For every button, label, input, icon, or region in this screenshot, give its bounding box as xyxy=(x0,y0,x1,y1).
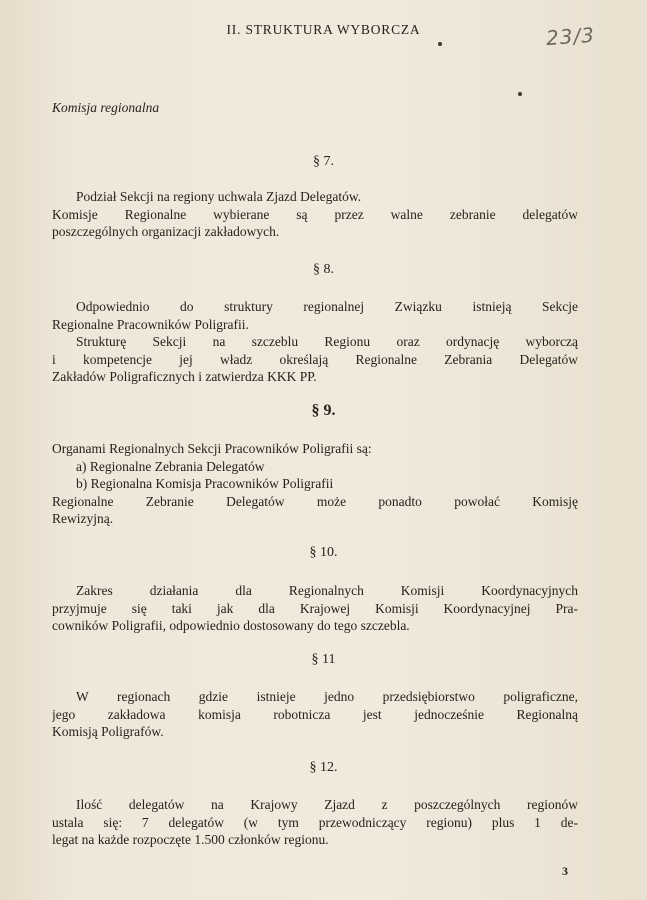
section-number: § 9. xyxy=(311,402,336,419)
text-line: Komisje Regionalne wybierane są przez walne zebranie delegatów xyxy=(52,206,578,222)
text-line: Podział Sekcji na regiony uchwala Zjazd Delegatów. xyxy=(76,189,362,204)
ink-dot xyxy=(518,92,522,96)
text-line: Odpowiednio do struktury regionalnej Związku istnieją Sekcje xyxy=(76,299,578,314)
text-line: legat na każde rozpoczęte 1.500 członków regionu. xyxy=(52,832,329,848)
list-item: a) Regionalne Zebrania Delegatów xyxy=(76,458,265,474)
text-line: Komisją Poligrafów. xyxy=(52,724,164,740)
text-line: Regionalne Pracowników Poligrafii. xyxy=(52,316,249,332)
text-line: poszczególnych organizacji zakładowych. xyxy=(52,224,280,240)
page-number: 3 xyxy=(562,864,568,878)
text-line: Regionalne Zebranie Delegatów może ponadto powołać Komisję xyxy=(52,493,578,509)
section-number: § 11 xyxy=(311,652,336,667)
text-line: Zakładów Poligraficznych i zatwierdza KKK PP. xyxy=(52,369,317,385)
text-line: Zakres działania dla Regionalnych Komisji Koordynacyjnych xyxy=(76,583,578,598)
text-line: i kompetencje jej władz określają Regionalne Zebrania Delegatów xyxy=(52,351,578,367)
text-line: cowników Poligrafii, odpowiednio dostosowany do tego szczebla. xyxy=(52,618,410,634)
text-line: ustala się: 7 delegatów (w tym przewodniczący regionu) plus 1 de- xyxy=(52,814,578,830)
text-line: Rewizyjną. xyxy=(52,511,114,527)
chapter-title: II. STRUKTURA WYBORCZA xyxy=(226,22,421,37)
text-line: W regionach gdzie istnieje jedno przedsiębiorstwo poligraficzne, xyxy=(76,689,578,704)
ink-dot xyxy=(438,42,442,46)
section-number: § 8. xyxy=(313,262,334,277)
section-number: § 10. xyxy=(309,545,338,560)
text-line: Organami Regionalnych Sekcji Pracowników Poligrafii są: xyxy=(52,441,372,456)
section-number: § 7. xyxy=(313,154,334,169)
text-line: jego zakładowa komisja robotnicza jest jednocześnie Regionalną xyxy=(52,706,578,722)
text-line: przyjmuje się taki jak dla Krajowej Komisji Koordynacyjnej Pra- xyxy=(52,600,578,616)
section-8-text xyxy=(52,298,578,386)
section-number: § 12. xyxy=(309,760,338,775)
section-7-text xyxy=(52,188,578,241)
section-11-text xyxy=(52,688,578,741)
section-10-text xyxy=(52,582,578,635)
section-9-text xyxy=(52,440,578,528)
text-line: Strukturę Sekcji na szczeblu Regionu oraz ordynację wyborczą xyxy=(76,334,578,350)
section-12-text xyxy=(52,796,578,849)
handwritten-note: 23/3 xyxy=(545,22,596,51)
text-line: Ilość delegatów na Krajowy Zjazd z poszczególnych regionów xyxy=(76,797,578,812)
subheading: Komisja regionalna xyxy=(52,100,160,115)
list-item: b) Regionalna Komisja Pracowników Poligrafii xyxy=(76,476,334,492)
